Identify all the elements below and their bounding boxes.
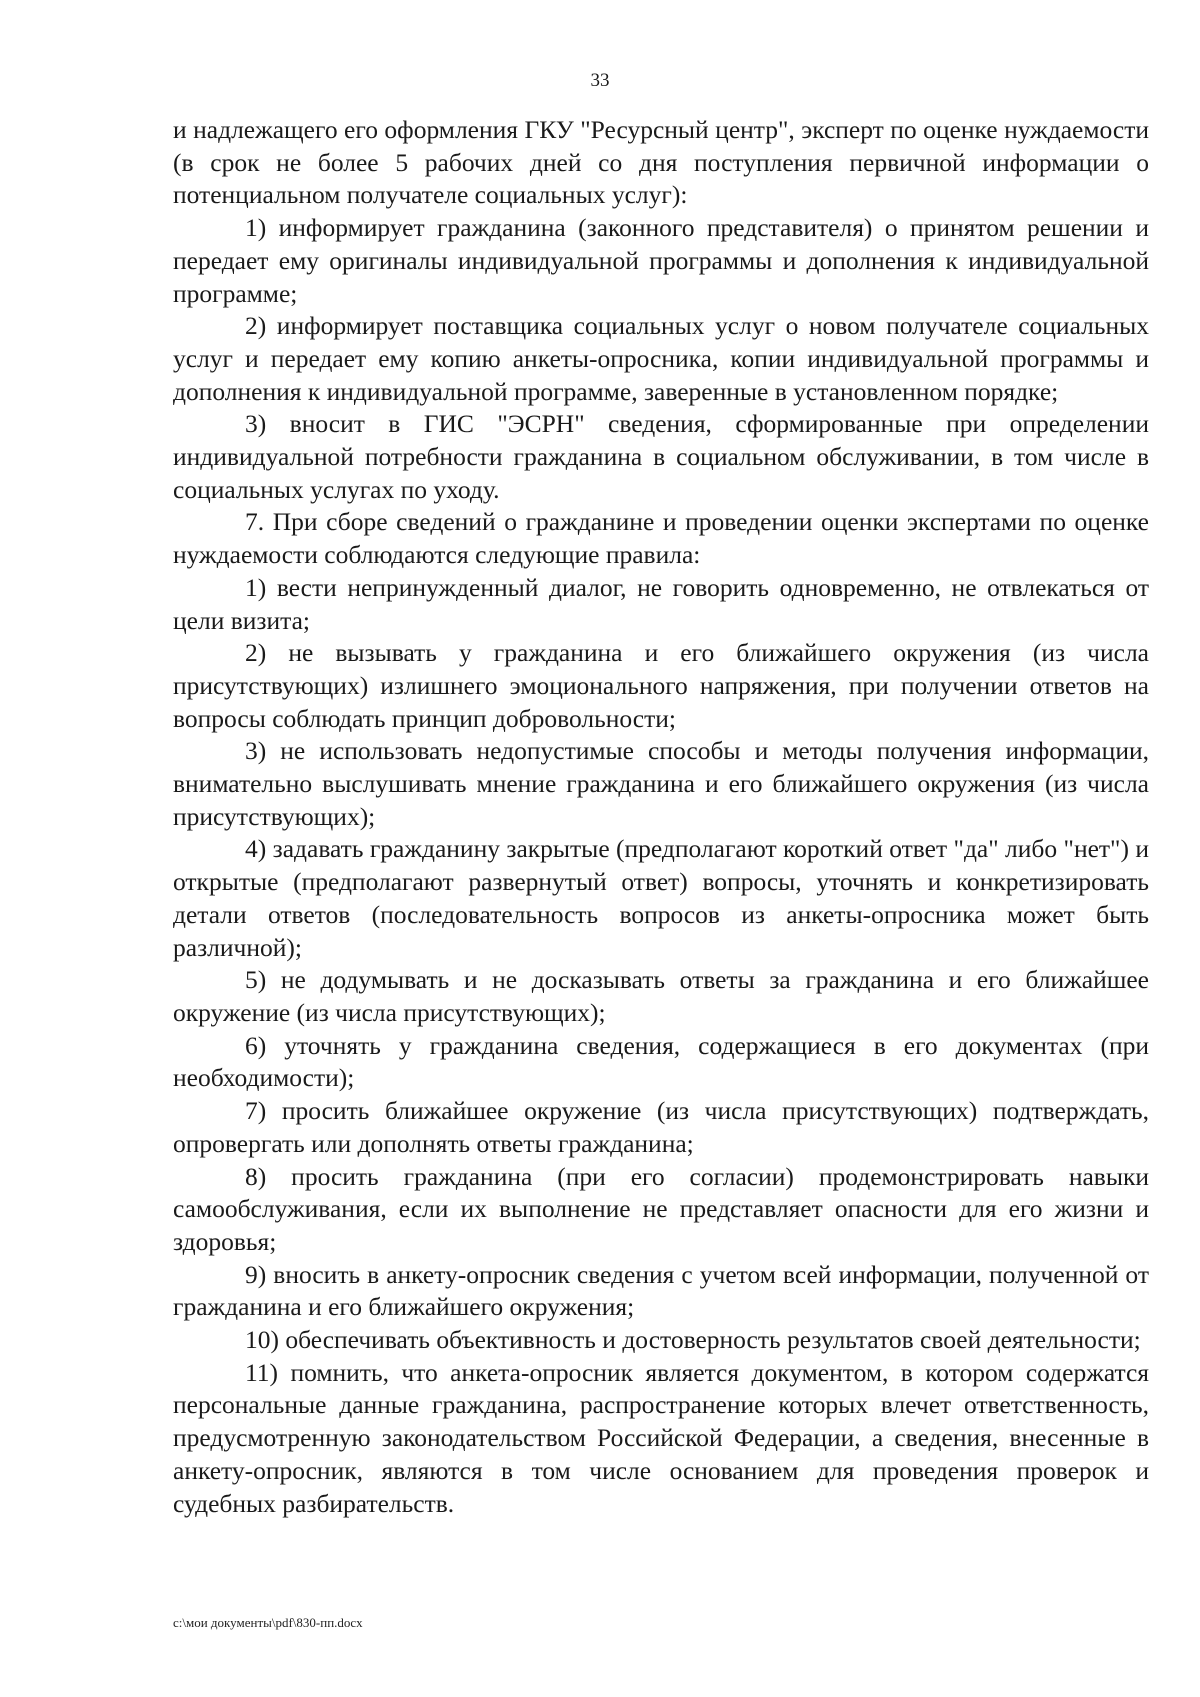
- paragraph-item: 5) не додумывать и не досказывать ответы за гражданина и его ближайшее окружение (из числа присутствующих);: [173, 965, 1149, 1027]
- paragraph-continuation: и надлежащего его оформления ГКУ "Ресурсный центр", эксперт по оценке нуждаемости (в срок не более 5 рабочих дней со дня поступления первичной информации о потенциальном получателе социальных услуг):: [173, 115, 1149, 210]
- paragraph-item: 8) просить гражданина (при его согласии) продемонстрировать навыки самообслуживания, если их выполнение не представляет опасности для его жизни и здоровья;: [173, 1161, 1149, 1256]
- paragraph-item: 6) уточнять у гражданина сведения, содержащиеся в его документах (при необходимости);: [173, 1030, 1149, 1093]
- page-number: 33: [590, 70, 610, 91]
- paragraph-clause-7: 7. При сборе сведений о гражданине и проведении оценки экспертами по оценке нуждаемости соблюдаются следующие правила:: [173, 507, 1149, 570]
- paragraph-item: 2) не вызывать у гражданина и его ближайшего окружения (из числа присутствующих) излишнего эмоционального напряжения, при получении ответов на вопросы соблюдать принцип добровольности;: [173, 638, 1149, 733]
- paragraph-item: 4) задавать гражданину закрытые (предполагают короткий ответ "да" либо "нет") и открытые (предполагают развернутый ответ) вопросы, уточнять и конкретизировать детали ответов (последовательность вопросов из анкеты-опросника может быть различной);: [173, 834, 1149, 962]
- paragraph-item: 1) информирует гражданина (законного представителя) о принятом решении и передает ему оригиналы индивидуальной программы и дополнения к индивидуальной программе;: [173, 213, 1149, 308]
- paragraph-item: 1) вести непринужденный диалог, не говорить одновременно, не отвлекаться от цели визита;: [173, 572, 1149, 635]
- paragraph-item: 10) обеспечивать объективность и достоверность результатов своей деятельности;: [245, 1325, 1141, 1355]
- paragraph-item: 2) информирует поставщика социальных услуг о новом получателе социальных услуг и передает ему копию анкеты-опросника, копии индивидуальной программы и дополнения к индивидуальной программе, заверенные в установленном порядке;: [173, 311, 1149, 406]
- footer-file-path: c:\мои документы\pdf\830-пп.docx: [173, 1615, 363, 1630]
- paragraph-item: 7) просить ближайшее окружение (из числа присутствующих) подтверждать, опровергать или дополнять ответы гражданина;: [173, 1096, 1149, 1158]
- paragraph-item: 9) вносить в анкету-опросник сведения с учетом всей информации, полученной от гражданина и его ближайшего окружения;: [173, 1259, 1149, 1322]
- paragraph-item: 11) помнить, что анкета-опросник является документом, в котором содержатся персональные данные гражданина, распространение которых влечет ответственность, предусмотренную законодательством Российской Федерации, а сведения, внесенные в анкету-опросник, являются в том числе основанием для проведения проверок и судебных разбирательств.: [173, 1357, 1149, 1518]
- paragraph-item: 3) вносит в ГИС "ЭСРН" сведения, сформированные при определении индивидуальной потребности гражданина в социальном обслуживании, в том числе в социальных услугах по уходу.: [173, 409, 1149, 504]
- document-body: [173, 114, 1149, 1520]
- paragraph-item: 3) не использовать недопустимые способы и методы получения информации, внимательно выслушивать мнение гражданина и его ближайшего окружения (из числа присутствующих);: [173, 736, 1149, 831]
